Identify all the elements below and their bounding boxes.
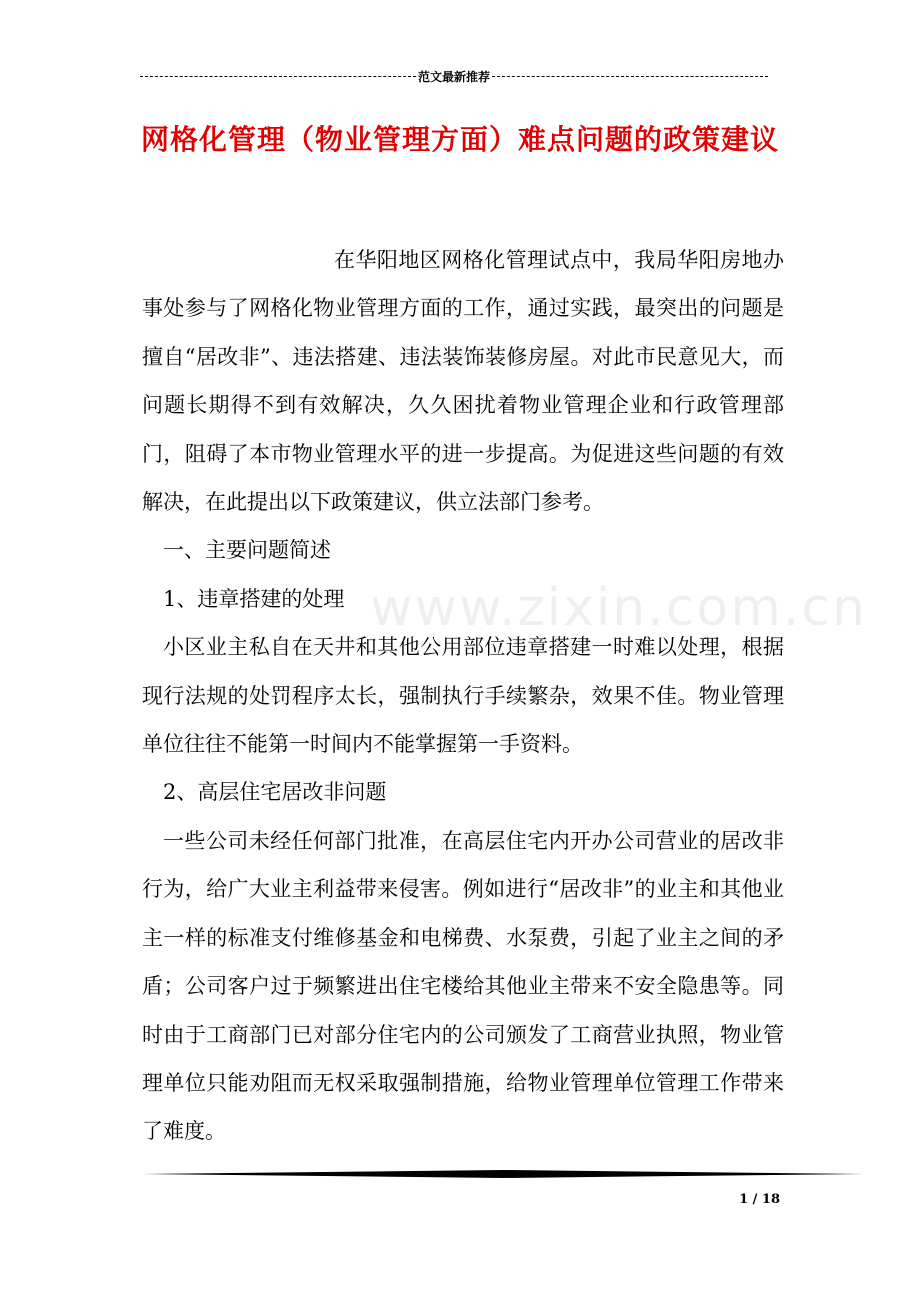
header-dash-right [492, 76, 768, 77]
paragraph-intro: 在华阳地区网格化管理试点中，我局华阳房地办事处参与了网格化物业管理方面的工作，通过实践，最突出的问题是擅自“居改非”、违法搭建、违法装饰装修房屋。对此市民意见大，而问题长期得不到有效解决，久久困扰着物业管理企业和行政管理部门，阻碍了本市物业管理水平的进一步提高。为促进这些问题的有效解决，在此提出以下政策建议，供立法部门参考。 [142, 248, 784, 515]
page-number: 1 / 18 [739, 1192, 780, 1207]
paragraph-illegal-construction: 小区业主私自在天井和其他公用部位违章搭建一时难以处理，根据现行法规的处罚程序太长，强制执行手续繁杂，效果不佳。物业管理单位往往不能第一时间内不能掌握第一手资料。 [142, 635, 784, 757]
paragraph-residential-conversion: 一些公司未经任何部门批准，在高层住宅内开办公司营业的居改非行为，给广大业主利益带来侵害。例如进行“居改非”的业主和其他业主一样的标准支付维修基金和电梯费、水泵费，引起了业主之间的矛盾；公司客户过于频繁进出住宅楼给其他业主带来不安全隐患等。同时由于工商部门已对部分住宅内的公司颁发了工商营业执照，物业管理单位只能劝阻而无权采取强制措施，给物业管理单位管理工作带来了难度。 [142, 828, 784, 1144]
subsection-heading-illegal-construction: 1、违章搭建的处理 [163, 586, 345, 611]
watermark: www.zixin.com.cn [370, 578, 867, 638]
section-heading-main-issues: 一、主要问题简述 [163, 538, 331, 563]
page-header [140, 68, 768, 85]
header-dash-left [140, 76, 416, 77]
document-title: 网格化管理（物业管理方面）难点问题的政策建议 [140, 123, 779, 156]
document-body [142, 236, 784, 1156]
header-text: 范文最新推荐 [418, 70, 491, 84]
footer-rule [142, 1170, 864, 1178]
subsection-heading-residential-conversion: 2、高层住宅居改非问题 [163, 780, 387, 805]
